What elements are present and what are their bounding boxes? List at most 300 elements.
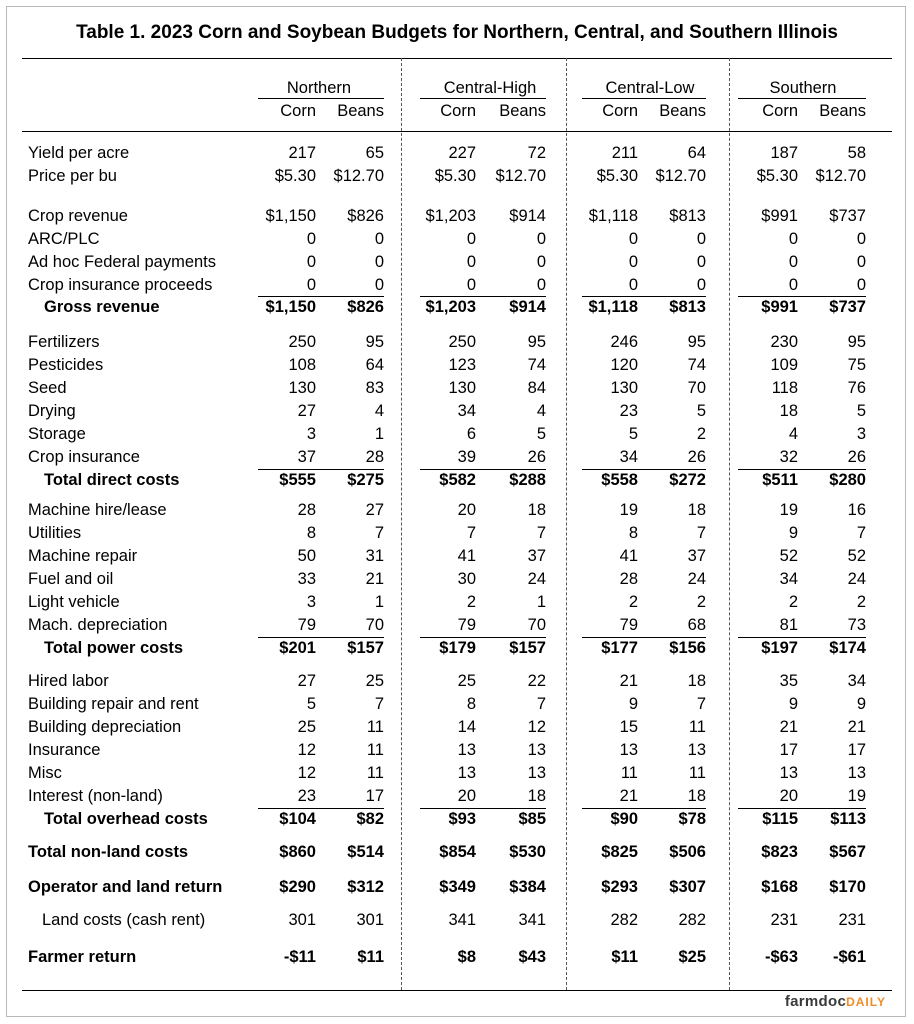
table-cell: $12.70 <box>655 167 706 185</box>
row-label: Crop revenue <box>28 207 128 225</box>
table-cell: $280 <box>829 471 866 489</box>
table-cell: $5.30 <box>274 167 316 185</box>
crop-header: Corn <box>280 102 316 120</box>
table-cell: 3 <box>306 425 316 443</box>
table-cell: 11 <box>366 764 384 782</box>
table-cell: $174 <box>829 639 866 657</box>
row-label: Total power costs <box>44 639 184 657</box>
table-cell: 16 <box>847 501 866 519</box>
table-cell: $1,203 <box>425 207 476 225</box>
table-cell: 76 <box>847 379 866 397</box>
table-cell: 0 <box>466 276 476 294</box>
table-cell: 13 <box>847 764 866 782</box>
table-cell: $12.70 <box>333 167 384 185</box>
row-label: Fuel and oil <box>28 570 114 588</box>
table-cell: 0 <box>856 276 866 294</box>
row-label: Gross revenue <box>44 298 160 316</box>
table-cell: 8 <box>466 695 476 713</box>
table-cell: 70 <box>527 616 546 634</box>
table-cell: $82 <box>356 810 384 828</box>
table-cell: 28 <box>365 448 384 466</box>
row-label: Insurance <box>28 741 101 759</box>
table-cell: 109 <box>770 356 798 374</box>
table-cell: $511 <box>762 471 798 489</box>
table-cell: 341 <box>518 911 546 929</box>
table-cell: 4 <box>374 402 384 420</box>
table-cell: 230 <box>770 333 798 351</box>
table-cell: 0 <box>696 230 706 248</box>
table-cell: 58 <box>847 144 866 162</box>
table-cell: 13 <box>527 764 546 782</box>
table-cell: 7 <box>466 524 476 542</box>
row-label: Land costs (cash rent) <box>42 911 206 929</box>
table-cell: $582 <box>439 471 476 489</box>
table-cell: -$11 <box>283 948 316 966</box>
table-cell: $555 <box>279 471 316 489</box>
table-cell: 21 <box>619 787 638 805</box>
row-label: Hired labor <box>28 672 109 690</box>
table-cell: 21 <box>779 718 798 736</box>
table-cell: $1,118 <box>588 298 638 316</box>
table-cell: $157 <box>347 639 384 657</box>
table-cell: $43 <box>518 948 546 966</box>
table-cell: 23 <box>297 787 316 805</box>
table-cell: $860 <box>279 843 316 861</box>
table-cell: $201 <box>279 639 316 657</box>
row-label: Total overhead costs <box>44 810 208 828</box>
table-cell: 30 <box>457 570 476 588</box>
table-cell: 0 <box>696 276 706 294</box>
table-cell: $826 <box>347 298 384 316</box>
crop-header: Corn <box>762 102 798 120</box>
table-cell: 5 <box>306 695 316 713</box>
table-cell: 5 <box>696 402 706 420</box>
table-cell: 75 <box>847 356 866 374</box>
table-cell: $1,118 <box>588 207 638 225</box>
table-cell: $90 <box>610 810 638 828</box>
table-cell: 2 <box>856 593 866 611</box>
table-cell: 282 <box>610 911 638 929</box>
table-cell: 22 <box>527 672 546 690</box>
table-cell: 13 <box>457 741 476 759</box>
table-cell: 12 <box>527 718 546 736</box>
table-cell: 2 <box>696 593 706 611</box>
crop-header: Beans <box>819 102 866 120</box>
table-cell: 37 <box>687 547 706 565</box>
sum-rule <box>582 637 706 638</box>
table-cell: 24 <box>527 570 546 588</box>
sum-rule <box>582 296 706 297</box>
row-label: Utilities <box>28 524 82 542</box>
table-cell: 26 <box>527 448 546 466</box>
table-cell: 81 <box>779 616 798 634</box>
table-cell: 28 <box>619 570 638 588</box>
table-cell: 0 <box>856 230 866 248</box>
table-cell: 5 <box>856 402 866 420</box>
table-cell: 4 <box>788 425 798 443</box>
table-cell: $93 <box>448 810 476 828</box>
table-cell: 1 <box>536 593 546 611</box>
table-cell: 32 <box>779 448 798 466</box>
table-cell: $156 <box>669 639 706 657</box>
table-cell: 7 <box>856 524 866 542</box>
table-cell: $823 <box>761 843 798 861</box>
sum-rule <box>738 296 866 297</box>
table-cell: $170 <box>829 878 866 896</box>
row-label: Mach. depreciation <box>28 616 168 634</box>
region-header: Northern <box>286 79 352 97</box>
table-cell: 18 <box>687 501 706 519</box>
row-label: Total direct costs <box>44 471 180 489</box>
table-cell: -$63 <box>764 948 798 966</box>
table-cell: $991 <box>761 298 798 316</box>
table-cell: 227 <box>448 144 476 162</box>
table-cell: $113 <box>830 810 866 828</box>
table-cell: 70 <box>365 616 384 634</box>
region-underline <box>420 98 546 99</box>
table-cell: 5 <box>628 425 638 443</box>
region-underline <box>582 98 706 99</box>
region-underline <box>258 98 384 99</box>
table-cell: 0 <box>536 253 546 271</box>
table-cell: 8 <box>628 524 638 542</box>
table-cell: 24 <box>847 570 866 588</box>
table-cell: 0 <box>788 253 798 271</box>
table-cell: 19 <box>847 787 866 805</box>
table-cell: 34 <box>619 448 638 466</box>
table-cell: 25 <box>365 672 384 690</box>
table-cell: $914 <box>509 207 546 225</box>
table-cell: $197 <box>761 639 798 657</box>
table-cell: 0 <box>628 253 638 271</box>
table-cell: $914 <box>509 298 546 316</box>
table-cell: 18 <box>687 672 706 690</box>
sum-rule <box>258 808 384 809</box>
logo-accent: DAILY <box>846 995 886 1009</box>
table-cell: $737 <box>829 298 866 316</box>
table-cell: 2 <box>628 593 638 611</box>
table-cell: $384 <box>509 878 546 896</box>
table-cell: $78 <box>678 810 706 828</box>
table-cell: $293 <box>601 878 638 896</box>
row-label: Building repair and rent <box>28 695 199 713</box>
table-cell: 0 <box>536 276 546 294</box>
table-cell: $506 <box>669 843 706 861</box>
table-cell: 9 <box>628 695 638 713</box>
table-cell: $275 <box>347 471 384 489</box>
table-cell: 64 <box>687 144 706 162</box>
table-cell: 0 <box>374 230 384 248</box>
table-cell: 52 <box>847 547 866 565</box>
table-cell: 130 <box>288 379 316 397</box>
table-cell: $12.70 <box>495 167 546 185</box>
table-cell: 20 <box>457 787 476 805</box>
row-label: Storage <box>28 425 86 443</box>
sum-rule <box>420 808 546 809</box>
table-cell: 70 <box>687 379 706 397</box>
table-cell: 231 <box>770 911 798 929</box>
table-cell: $288 <box>509 471 546 489</box>
table-cell: $177 <box>601 639 638 657</box>
table-cell: 8 <box>306 524 316 542</box>
table-cell: 250 <box>288 333 316 351</box>
table-cell: 35 <box>779 672 798 690</box>
table-cell: 7 <box>536 695 546 713</box>
crop-header: Beans <box>659 102 706 120</box>
table-cell: 74 <box>687 356 706 374</box>
row-label: Ad hoc Federal payments <box>28 253 217 271</box>
table-cell: 7 <box>374 695 384 713</box>
table-cell: 246 <box>610 333 638 351</box>
table-cell: 39 <box>457 448 476 466</box>
table-cell: 20 <box>779 787 798 805</box>
table-cell: 3 <box>856 425 866 443</box>
table-cell: 231 <box>838 911 866 929</box>
table-cell: $312 <box>347 878 384 896</box>
table-cell: $1,150 <box>265 207 316 225</box>
table-cell: 217 <box>288 144 316 162</box>
table-cell: 13 <box>527 741 546 759</box>
table-cell: 21 <box>847 718 866 736</box>
farmdoc-logo <box>785 993 886 1010</box>
table-cell: $991 <box>761 207 798 225</box>
table-cell: 118 <box>771 379 798 397</box>
table-cell: $825 <box>601 843 638 861</box>
region-underline <box>738 98 866 99</box>
table-cell: 95 <box>527 333 546 351</box>
sum-rule <box>738 637 866 638</box>
region-header: Southern <box>769 79 837 97</box>
table-cell: $11 <box>357 948 384 966</box>
table-cell: 27 <box>365 501 384 519</box>
table-cell: 37 <box>297 448 316 466</box>
row-label: Misc <box>28 764 62 782</box>
row-label: Interest (non-land) <box>28 787 163 805</box>
table-cell: $25 <box>678 948 706 966</box>
table-cell: 11 <box>688 718 706 736</box>
table-cell: 21 <box>365 570 384 588</box>
sum-rule <box>582 808 706 809</box>
table-cell: 21 <box>619 672 638 690</box>
logo-main: farmdoc <box>784 993 847 1010</box>
table-cell: $12.70 <box>815 167 866 185</box>
table-cell: $854 <box>439 843 476 861</box>
table-cell: 95 <box>365 333 384 351</box>
row-label: Machine hire/lease <box>28 501 167 519</box>
table-cell: $530 <box>509 843 546 861</box>
table-cell: 12 <box>297 764 316 782</box>
table-cell: 0 <box>536 230 546 248</box>
table-cell: 26 <box>847 448 866 466</box>
table-cell: 17 <box>779 741 798 759</box>
table-cell: $104 <box>279 810 316 828</box>
sum-rule <box>258 637 384 638</box>
row-label: Machine repair <box>28 547 138 565</box>
crop-header: Beans <box>499 102 546 120</box>
table-cell: 3 <box>306 593 316 611</box>
table-cell: 130 <box>448 379 476 397</box>
table-cell: 79 <box>457 616 476 634</box>
table-cell: 13 <box>687 741 706 759</box>
table-cell: 11 <box>366 741 384 759</box>
row-label: Crop insurance <box>28 448 140 466</box>
table-cell: 25 <box>297 718 316 736</box>
table-cell: $737 <box>829 207 866 225</box>
table-cell: 120 <box>610 356 638 374</box>
table-cell: 0 <box>306 253 316 271</box>
table-cell: 65 <box>365 144 384 162</box>
table-cell: 282 <box>678 911 706 929</box>
top-rule <box>22 58 892 59</box>
table-cell: 24 <box>687 570 706 588</box>
table-cell: 52 <box>779 547 798 565</box>
table-cell: 41 <box>619 547 638 565</box>
table-cell: $11 <box>611 948 638 966</box>
table-cell: 0 <box>306 276 316 294</box>
table-cell: 2 <box>696 425 706 443</box>
table-cell: 12 <box>297 741 316 759</box>
region-header: Central-High <box>443 79 537 97</box>
table-cell: $5.30 <box>434 167 476 185</box>
row-label: Operator and land return <box>28 878 223 896</box>
row-label: Farmer return <box>28 948 137 966</box>
table-cell: 0 <box>856 253 866 271</box>
table-cell: 9 <box>788 695 798 713</box>
sum-rule <box>258 296 384 297</box>
table-cell: 34 <box>847 672 866 690</box>
row-label: Total non-land costs <box>28 843 189 861</box>
row-label: Crop insurance proceeds <box>28 276 213 294</box>
row-label: Building depreciation <box>28 718 182 736</box>
table-cell: $168 <box>761 878 798 896</box>
table-cell: 50 <box>297 547 316 565</box>
crop-header: Beans <box>337 102 384 120</box>
table-cell: 7 <box>696 524 706 542</box>
table-cell: -$61 <box>832 948 866 966</box>
table-cell: 27 <box>297 672 316 690</box>
table-cell: 108 <box>288 356 316 374</box>
table-cell: $1,150 <box>265 298 316 316</box>
table-cell: 25 <box>457 672 476 690</box>
table-cell: 33 <box>297 570 316 588</box>
table-cell: 28 <box>297 501 316 519</box>
table-cell: 13 <box>619 741 638 759</box>
table-cell: 64 <box>365 356 384 374</box>
table-cell: 7 <box>374 524 384 542</box>
table-cell: 95 <box>687 333 706 351</box>
table-cell: 9 <box>788 524 798 542</box>
table-cell: 17 <box>365 787 384 805</box>
table-cell: 0 <box>696 253 706 271</box>
table-cell: 18 <box>687 787 706 805</box>
table-cell: $115 <box>762 810 798 828</box>
table-cell: 19 <box>779 501 798 519</box>
sum-rule <box>420 469 546 470</box>
table-cell: 0 <box>466 230 476 248</box>
row-label: Drying <box>28 402 76 420</box>
table-cell: 79 <box>297 616 316 634</box>
sum-rule <box>420 637 546 638</box>
row-label: Yield per acre <box>28 144 130 162</box>
table-cell: 0 <box>628 230 638 248</box>
table-cell: 6 <box>466 425 476 443</box>
table-cell: $290 <box>279 878 316 896</box>
table-cell: 34 <box>457 402 476 420</box>
table-cell: 23 <box>619 402 638 420</box>
table-cell: 95 <box>847 333 866 351</box>
table-cell: 0 <box>628 276 638 294</box>
table-cell: $826 <box>347 207 384 225</box>
table-cell: 15 <box>619 718 638 736</box>
row-label: Pesticides <box>28 356 104 374</box>
table-cell: 11 <box>688 764 706 782</box>
table-cell: 68 <box>687 616 706 634</box>
table-cell: 27 <box>297 402 316 420</box>
table-cell: 0 <box>788 276 798 294</box>
table-cell: 72 <box>527 144 546 162</box>
row-label: Light vehicle <box>28 593 120 611</box>
table-cell: $157 <box>509 639 546 657</box>
row-label: ARC/PLC <box>28 230 100 248</box>
table-cell: 37 <box>527 547 546 565</box>
table-cell: 7 <box>536 524 546 542</box>
table-title: Table 1. 2023 Corn and Soybean Budgets for Northern, Central, and Southern Illinois <box>76 22 838 43</box>
bottom-rule <box>22 990 892 991</box>
table-cell: 0 <box>466 253 476 271</box>
table-cell: 31 <box>365 547 384 565</box>
table-cell: 19 <box>619 501 638 519</box>
table-cell: 18 <box>779 402 798 420</box>
table-cell: 9 <box>856 695 866 713</box>
sum-rule <box>738 808 866 809</box>
table-cell: 14 <box>457 718 476 736</box>
table-cell: 18 <box>527 501 546 519</box>
table-cell: 84 <box>527 379 546 397</box>
table-cell: 74 <box>527 356 546 374</box>
table-cell: $349 <box>439 878 476 896</box>
table-cell: $567 <box>829 843 866 861</box>
table-cell: 18 <box>527 787 546 805</box>
sum-rule <box>582 469 706 470</box>
table-cell: 7 <box>696 695 706 713</box>
table-cell: $5.30 <box>596 167 638 185</box>
table-cell: 34 <box>779 570 798 588</box>
table-cell: 11 <box>366 718 384 736</box>
table-cell: 123 <box>448 356 476 374</box>
table-cell: 26 <box>687 448 706 466</box>
table-cell: 130 <box>610 379 638 397</box>
table-cell: 11 <box>620 764 638 782</box>
table-cell: 0 <box>306 230 316 248</box>
table-cell: $307 <box>669 878 706 896</box>
table-cell: 1 <box>374 593 384 611</box>
sum-rule <box>420 296 546 297</box>
row-label: Seed <box>28 379 67 397</box>
table-cell: 301 <box>356 911 384 929</box>
table-cell: 211 <box>611 144 638 162</box>
table-cell: $272 <box>669 471 706 489</box>
table-cell: 341 <box>448 911 476 929</box>
table-cell: $179 <box>439 639 476 657</box>
table-cell: 1 <box>374 425 384 443</box>
header-rule <box>22 131 892 132</box>
table-cell: $558 <box>601 471 638 489</box>
row-label: Fertilizers <box>28 333 100 351</box>
table-cell: $8 <box>457 948 476 966</box>
table-cell: 250 <box>448 333 476 351</box>
table-cell: $813 <box>669 298 706 316</box>
table-cell: 2 <box>788 593 798 611</box>
